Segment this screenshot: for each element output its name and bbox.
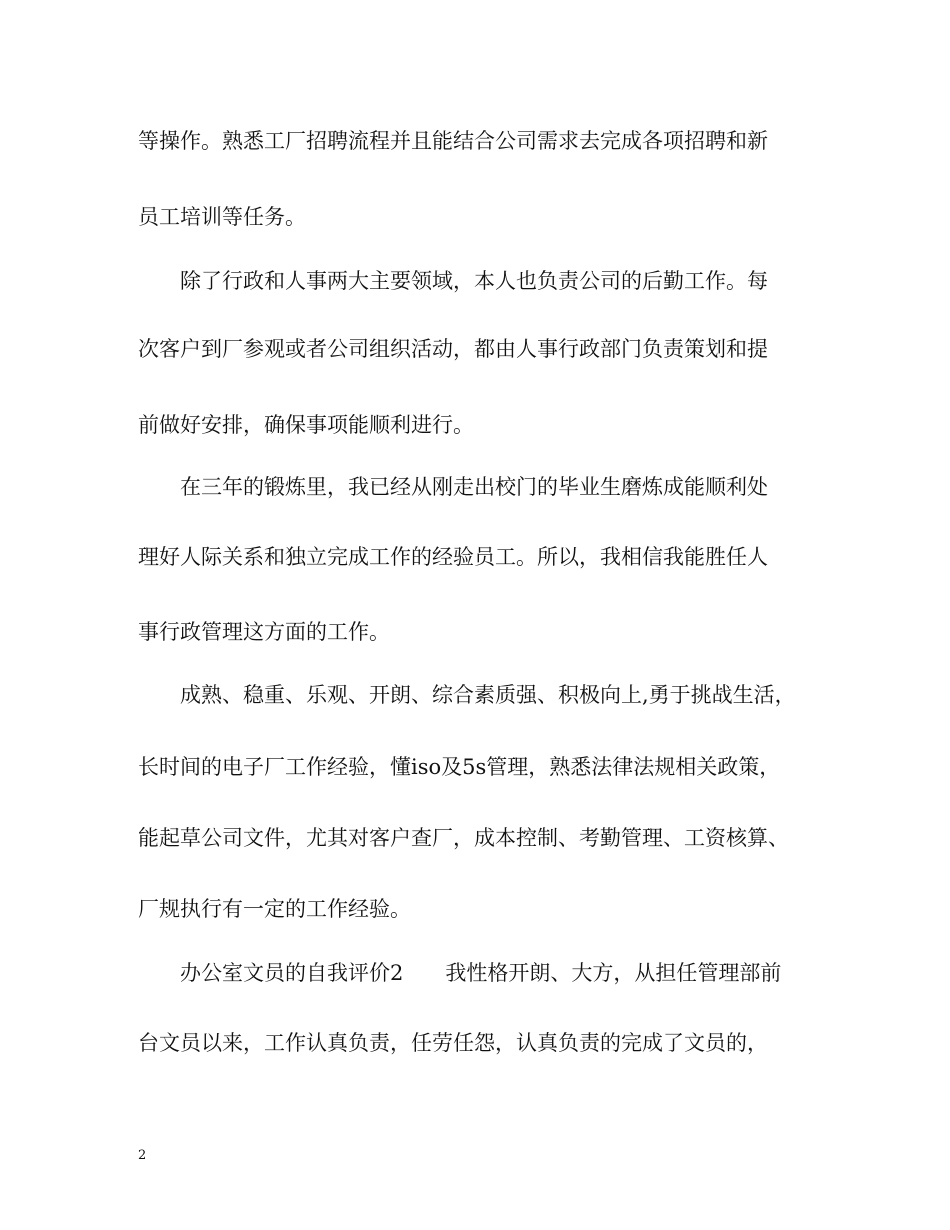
text-line: 理好人际关系和独立完成工作的经验员工。所以，我相信我能胜任人: [138, 545, 768, 569]
text-line: 等操作。熟悉工厂招聘流程并且能结合公司需求去完成各项招聘和新: [138, 129, 768, 153]
text-line: 前做好安排，确保事项能顺利进行。: [138, 413, 474, 437]
text-line: 办公室文员的自我评价2 我性格开朗、大方，从担任管理部前: [138, 961, 782, 985]
text-line: 厂规执行有一定的工作经验。: [138, 897, 411, 921]
text-line: 成熟、稳重、乐观、开朗、综合素质强、积极向上,勇于挑战生活，: [138, 683, 796, 707]
text-line: 在三年的锻炼里，我已经从刚走出校门的毕业生磨炼成能顺利处: [138, 475, 768, 499]
text-line: 次客户到厂参观或者公司组织活动，都由人事行政部门负责策划和提: [138, 337, 768, 361]
text-line: 员工培训等任务。: [138, 205, 306, 229]
page-number: 2: [138, 1148, 147, 1163]
text-line: 事行政管理这方面的工作。: [138, 620, 390, 644]
text-line: 除了行政和人事两大主要领域，本人也负责公司的后勤工作。每: [138, 269, 768, 293]
text-line: 长时间的电子厂工作经验，懂iso及5s管理，熟悉法律法规相关政策，: [138, 755, 781, 779]
text-line: 台文员以来，工作认真负责，任劳任怨，认真负责的完成了文员的，: [138, 1031, 768, 1055]
text-line: 能起草公司文件，尤其对客户查厂，成本控制、考勤管理、工资核算、: [138, 826, 789, 850]
